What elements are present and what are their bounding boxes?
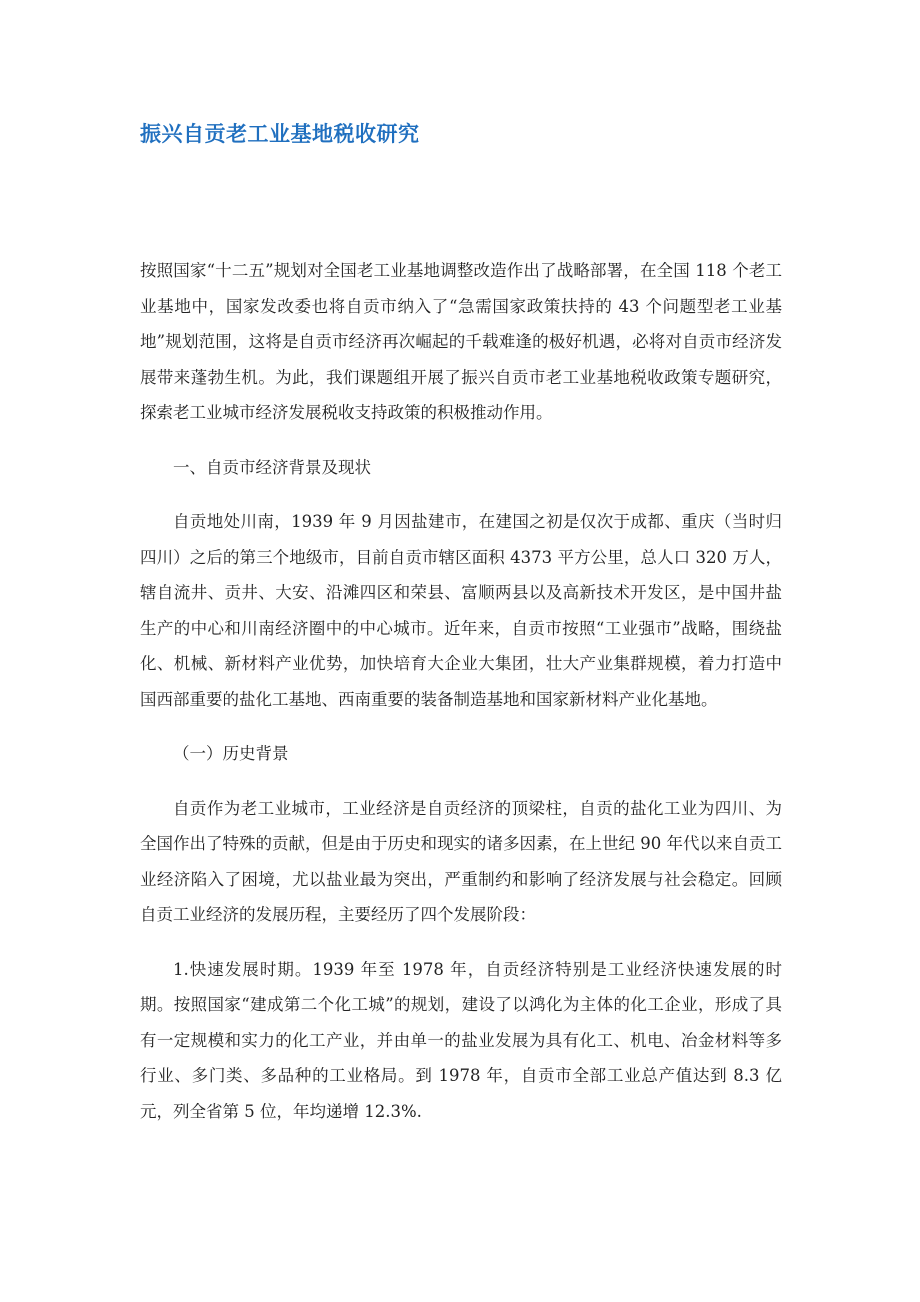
section-1-paragraph: 自贡地处川南，1939 年 9 月因盐建市，在建国之初是仅次于成都、重庆（当时归四川）之后的第三个地级市，目前自贡市辖区面积 4373 平方公里，总人口 320 万人，辖自流井、贡井、大安、沿滩四区和荣县、富顺两县以及高新技术开发区，是中国井盐生产的中心和川南经济圈中的中心城市。近年来，自贡市按照“工业强市”战略，围绕盐化、机械、新材料产业优势，加快培育大企业大集团，壮大产业集群规模，着力打造中国西部重要的盐化工基地、西南重要的装备制造基地和国家新材料产业化基地。	[140, 512, 782, 709]
subsection-1-paragraph: 自贡作为老工业城市，工业经济是自贡经济的顶梁柱，自贡的盐化工业为四川、为全国作出了特殊的贡献，但是由于历史和现实的诸多因素，在上世纪 90 年代以来自贡工业经济陷入了困境，尤以盐业最为突出，严重制约和影响了经济发展与社会稳定。回顾自贡工业经济的发展历程，主要经历了四个发展阶段：	[140, 798, 782, 924]
intro-paragraph: 按照国家“十二五”规划对全国老工业基地调整改造作出了战略部署，在全国 118 个老工业基地中，国家发改委也将自贡市纳入了“急需国家政策扶持的 43 个问题型老工业基地”规划范围，这将是自贡市经济再次崛起的千载难逢的极好机遇，必将对自贡市经济发展带来蓬勃生机。为此，我们课题组开展了振兴自贡市老工业基地税收政策专题研究，探索老工业城市经济发展税收支持政策的积极推动作用。	[140, 261, 782, 422]
stage-1-paragraph: 1.快速发展时期。1939 年至 1978 年，自贡经济特别是工业经济快速发展的时期。按照国家“建成第二个化工城”的规划，建设了以鸿化为主体的化工企业，形成了具有一定规模和实力的化工产业，并由单一的盐业发展为具有化工、机电、冶金材料等多行业、多门类、多品种的工业格局。到 1978 年，自贡市全部工业总产值达到 8.3 亿元，列全省第 5 位，年均递增 12.3%.	[140, 959, 782, 1121]
document-title: 振兴自贡老工业基地税收研究	[140, 122, 420, 146]
subsection-heading-1: （一）历史背景	[173, 744, 289, 763]
section-heading-1: 一、自贡市经济背景及现状	[173, 457, 371, 477]
document-body	[140, 253, 782, 1129]
